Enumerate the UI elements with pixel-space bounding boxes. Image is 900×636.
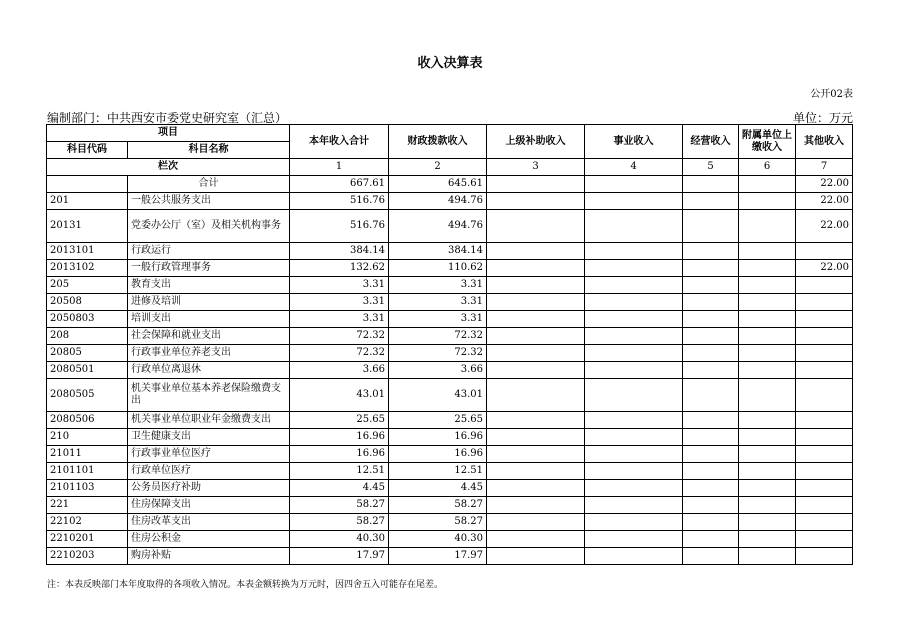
row-upper [487, 429, 585, 446]
table-row [47, 328, 853, 345]
income-table [46, 124, 853, 565]
row-name: 机关事业单位基本养老保险缴费支出 [128, 379, 290, 412]
table-row [47, 193, 853, 210]
row-operating [683, 243, 739, 260]
header-item: 项目 [47, 125, 290, 142]
row-total: 16.96 [290, 446, 389, 463]
row-total: 72.32 [290, 345, 389, 362]
row-fiscal: 645.61 [389, 176, 487, 193]
row-operating [683, 497, 739, 514]
row-fiscal: 3.31 [389, 277, 487, 294]
row-code: 208 [47, 328, 128, 345]
row-business [585, 379, 683, 412]
table-row [47, 463, 853, 480]
row-total: 17.97 [290, 548, 389, 565]
row-fiscal: 3.66 [389, 362, 487, 379]
row-upper [487, 497, 585, 514]
row-name: 行政运行 [128, 243, 290, 260]
row-code: 210 [47, 429, 128, 446]
row-name: 住房保障支出 [128, 497, 290, 514]
row-total: 516.76 [290, 210, 389, 243]
col-number: 7 [796, 159, 853, 176]
row-affiliate [739, 362, 796, 379]
table-row [47, 243, 853, 260]
table-row [47, 497, 853, 514]
row-total: 72.32 [290, 328, 389, 345]
header-upper: 上级补助收入 [487, 125, 585, 159]
row-upper [487, 277, 585, 294]
header-affiliate: 附属单位上缴收入 [739, 125, 796, 159]
row-upper [487, 480, 585, 497]
row-name: 住房公积金 [128, 531, 290, 548]
table-row [47, 548, 853, 565]
row-name: 教育支出 [128, 277, 290, 294]
table-row [47, 446, 853, 463]
row-fiscal: 72.32 [389, 345, 487, 362]
row-total: 4.45 [290, 480, 389, 497]
row-other [796, 294, 853, 311]
row-upper [487, 463, 585, 480]
row-upper [487, 243, 585, 260]
row-other [796, 412, 853, 429]
row-affiliate [739, 345, 796, 362]
row-affiliate [739, 328, 796, 345]
row-fiscal: 16.96 [389, 429, 487, 446]
row-other [796, 243, 853, 260]
col-number: 3 [487, 159, 585, 176]
row-business [585, 429, 683, 446]
row-affiliate [739, 412, 796, 429]
row-total: 3.31 [290, 294, 389, 311]
row-name: 社会保障和就业支出 [128, 328, 290, 345]
row-business [585, 412, 683, 429]
row-total: 3.31 [290, 311, 389, 328]
row-name: 党委办公厅（室）及相关机构事务 [128, 210, 290, 243]
row-code: 2013101 [47, 243, 128, 260]
table-row [47, 277, 853, 294]
row-total: 384.14 [290, 243, 389, 260]
row-business [585, 514, 683, 531]
row-business [585, 345, 683, 362]
row-operating [683, 311, 739, 328]
col-number: 2 [389, 159, 487, 176]
row-fiscal: 110.62 [389, 260, 487, 277]
table-row [47, 412, 853, 429]
row-code: 205 [47, 277, 128, 294]
row-upper [487, 210, 585, 243]
row-name: 行政单位医疗 [128, 463, 290, 480]
row-operating [683, 193, 739, 210]
row-affiliate [739, 480, 796, 497]
col-number: 4 [585, 159, 683, 176]
row-affiliate [739, 294, 796, 311]
row-fiscal: 3.31 [389, 311, 487, 328]
row-code: 22102 [47, 514, 128, 531]
table-code: 公开02表 [810, 89, 853, 100]
row-total: 516.76 [290, 193, 389, 210]
row-upper [487, 379, 585, 412]
row-other [796, 497, 853, 514]
row-business [585, 497, 683, 514]
row-other [796, 446, 853, 463]
table-row [47, 176, 853, 193]
row-fiscal: 72.32 [389, 328, 487, 345]
row-operating [683, 446, 739, 463]
row-code [47, 176, 128, 193]
row-code: 2210203 [47, 548, 128, 565]
row-upper [487, 311, 585, 328]
row-operating [683, 260, 739, 277]
row-fiscal: 17.97 [389, 548, 487, 565]
row-total: 12.51 [290, 463, 389, 480]
row-name: 培训支出 [128, 311, 290, 328]
row-total: 3.66 [290, 362, 389, 379]
row-other: 22.00 [796, 193, 853, 210]
row-name: 行政事业单位医疗 [128, 446, 290, 463]
row-other [796, 463, 853, 480]
row-business [585, 446, 683, 463]
row-operating [683, 463, 739, 480]
row-total: 16.96 [290, 429, 389, 446]
table-row [47, 480, 853, 497]
row-other [796, 345, 853, 362]
row-code: 201 [47, 193, 128, 210]
row-fiscal: 494.76 [389, 193, 487, 210]
row-upper [487, 548, 585, 565]
row-business [585, 277, 683, 294]
row-name: 行政事业单位养老支出 [128, 345, 290, 362]
row-upper [487, 345, 585, 362]
row-total: 40.30 [290, 531, 389, 548]
header-total: 本年收入合计 [290, 125, 389, 159]
row-operating [683, 548, 739, 565]
row-fiscal: 16.96 [389, 446, 487, 463]
row-upper [487, 412, 585, 429]
row-name: 卫生健康支出 [128, 429, 290, 446]
row-affiliate [739, 429, 796, 446]
row-operating [683, 412, 739, 429]
row-fiscal: 12.51 [389, 463, 487, 480]
row-fiscal: 4.45 [389, 480, 487, 497]
table-row [47, 514, 853, 531]
row-affiliate [739, 497, 796, 514]
row-other [796, 311, 853, 328]
row-other [796, 277, 853, 294]
row-code: 2013102 [47, 260, 128, 277]
row-other [796, 379, 853, 412]
row-other: 22.00 [796, 210, 853, 243]
row-operating [683, 210, 739, 243]
row-other: 22.00 [796, 260, 853, 277]
row-code: 2080505 [47, 379, 128, 412]
row-code: 20131 [47, 210, 128, 243]
row-business [585, 463, 683, 480]
row-upper [487, 176, 585, 193]
table-row [47, 311, 853, 328]
row-total: 43.01 [290, 379, 389, 412]
header-name: 科目名称 [128, 142, 290, 159]
row-fiscal: 494.76 [389, 210, 487, 243]
row-business [585, 176, 683, 193]
table-row [47, 260, 853, 277]
row-fiscal: 43.01 [389, 379, 487, 412]
row-upper [487, 446, 585, 463]
col-number: 1 [290, 159, 389, 176]
row-fiscal: 25.65 [389, 412, 487, 429]
row-upper [487, 294, 585, 311]
row-other [796, 328, 853, 345]
row-affiliate [739, 446, 796, 463]
col-number: 5 [683, 159, 739, 176]
table-row [47, 531, 853, 548]
row-affiliate [739, 463, 796, 480]
row-business [585, 531, 683, 548]
row-name: 进修及培训 [128, 294, 290, 311]
row-fiscal: 58.27 [389, 514, 487, 531]
row-affiliate [739, 193, 796, 210]
header-other: 其他收入 [796, 125, 853, 159]
row-upper [487, 328, 585, 345]
header-row-1 [47, 125, 853, 142]
row-name: 机关事业单位职业年金缴费支出 [128, 412, 290, 429]
header-business: 事业收入 [585, 125, 683, 159]
row-other [796, 480, 853, 497]
row-business [585, 260, 683, 277]
page-title: 收入决算表 [417, 56, 483, 71]
row-code: 20805 [47, 345, 128, 362]
row-other: 22.00 [796, 176, 853, 193]
row-upper [487, 193, 585, 210]
row-business [585, 294, 683, 311]
row-business [585, 311, 683, 328]
row-other [796, 548, 853, 565]
row-name: 公务员医疗补助 [128, 480, 290, 497]
row-operating [683, 531, 739, 548]
row-code: 2080506 [47, 412, 128, 429]
row-fiscal: 384.14 [389, 243, 487, 260]
table-row [47, 294, 853, 311]
row-name: 一般行政管理事务 [128, 260, 290, 277]
row-name: 合计 [128, 176, 290, 193]
row-business [585, 243, 683, 260]
row-other [796, 362, 853, 379]
row-business [585, 193, 683, 210]
row-operating [683, 328, 739, 345]
row-upper [487, 514, 585, 531]
row-total: 25.65 [290, 412, 389, 429]
row-total: 667.61 [290, 176, 389, 193]
row-fiscal: 40.30 [389, 531, 487, 548]
row-operating [683, 362, 739, 379]
table-row [47, 429, 853, 446]
row-affiliate [739, 176, 796, 193]
row-upper [487, 260, 585, 277]
row-name: 一般公共服务支出 [128, 193, 290, 210]
header-code: 科目代码 [47, 142, 128, 159]
row-fiscal: 3.31 [389, 294, 487, 311]
table-row [47, 210, 853, 243]
row-name: 购房补贴 [128, 548, 290, 565]
col-number: 6 [739, 159, 796, 176]
row-other [796, 514, 853, 531]
row-total: 132.62 [290, 260, 389, 277]
table-row [47, 379, 853, 412]
row-operating [683, 379, 739, 412]
row-upper [487, 531, 585, 548]
row-operating [683, 277, 739, 294]
row-total: 58.27 [290, 514, 389, 531]
row-operating [683, 345, 739, 362]
row-operating [683, 429, 739, 446]
row-code: 21011 [47, 446, 128, 463]
row-affiliate [739, 260, 796, 277]
row-upper [487, 362, 585, 379]
header-fiscal: 财政拨款收入 [389, 125, 487, 159]
row-code: 2210201 [47, 531, 128, 548]
row-affiliate [739, 514, 796, 531]
row-business [585, 480, 683, 497]
row-affiliate [739, 210, 796, 243]
column-number-row [47, 159, 853, 176]
row-business [585, 328, 683, 345]
row-total: 3.31 [290, 277, 389, 294]
row-business [585, 362, 683, 379]
row-code: 2101103 [47, 480, 128, 497]
row-code: 2050803 [47, 311, 128, 328]
row-operating [683, 514, 739, 531]
row-affiliate [739, 531, 796, 548]
row-affiliate [739, 548, 796, 565]
row-name: 行政单位离退休 [128, 362, 290, 379]
row-total: 58.27 [290, 497, 389, 514]
row-code: 20508 [47, 294, 128, 311]
row-code: 221 [47, 497, 128, 514]
row-code: 2101101 [47, 463, 128, 480]
row-operating [683, 294, 739, 311]
row-affiliate [739, 243, 796, 260]
row-business [585, 210, 683, 243]
row-fiscal: 58.27 [389, 497, 487, 514]
row-name: 住房改革支出 [128, 514, 290, 531]
row-business [585, 548, 683, 565]
row-affiliate [739, 379, 796, 412]
table-row [47, 345, 853, 362]
row-operating [683, 176, 739, 193]
footnote: 注：本表反映部门本年度取得的各项收入情况。本表金额转换为万元时，因四舍五入可能存在尾差。 [47, 580, 444, 590]
unit-label: 单位：万元 [792, 111, 853, 125]
header-operating: 经营收入 [683, 125, 739, 159]
row-other [796, 531, 853, 548]
row-operating [683, 480, 739, 497]
row-code: 2080501 [47, 362, 128, 379]
row-affiliate [739, 277, 796, 294]
row-affiliate [739, 311, 796, 328]
col-row-label: 栏次 [47, 159, 290, 176]
row-other [796, 429, 853, 446]
compiling-department: 编制部门：中共西安市委党史研究室（汇总） [47, 111, 288, 125]
table-row [47, 362, 853, 379]
